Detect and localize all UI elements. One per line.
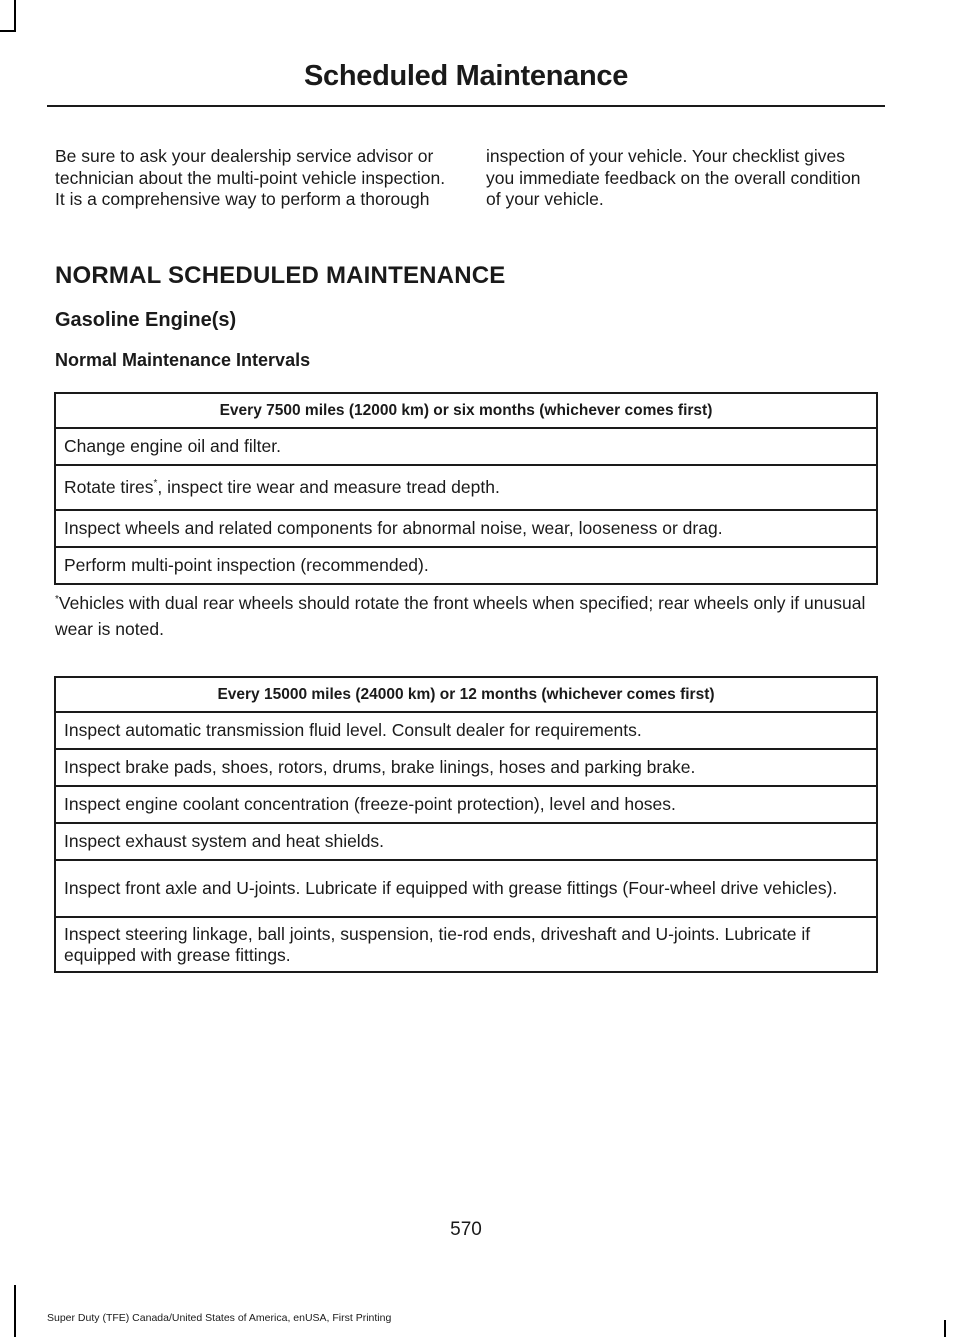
- table-row: [55, 860, 877, 917]
- crop-mark-bottom-right-vertical: [944, 1320, 946, 1337]
- maintenance-table-7500: [54, 392, 878, 585]
- section-heading: NORMAL SCHEDULED MAINTENANCE: [55, 262, 506, 289]
- page-number: 570: [450, 1219, 482, 1240]
- table-row: [55, 510, 877, 547]
- maintenance-table-15000: [54, 676, 878, 973]
- table-row: [55, 428, 877, 465]
- footnote-marker: *: [55, 594, 59, 605]
- footnote-marker: *: [153, 478, 158, 489]
- page-footer: Super Duty (TFE) Canada/United States of America, enUSA, First Printing: [47, 1312, 392, 1324]
- title-divider: [47, 105, 885, 107]
- table-header-row: [55, 393, 877, 428]
- table-cell: Inspect steering linkage, ball joints, suspension, tie-rod ends, driveshaft and U-joints. Lubricate if equipped with grease fittings.: [55, 917, 877, 972]
- table-cell: Inspect automatic transmission fluid level. Consult dealer for requirements.: [55, 712, 877, 749]
- table-row: [55, 712, 877, 749]
- cell-text-suffix: , inspect tire wear and measure tread depth.: [157, 477, 500, 497]
- table-row: [55, 547, 877, 584]
- section-subheading: Gasoline Engine(s): [55, 309, 237, 331]
- footnote-text: Vehicles with dual rear wheels should rotate the front wheels when specified; rear wheels only if unusual wear is noted.: [55, 593, 866, 639]
- table-cell: Perform multi-point inspection (recommended).: [55, 547, 877, 584]
- intro-paragraph: Be sure to ask your dealership service advisor or technician about the multi-point vehicle inspection. It is a comprehensive way to perform a thorough inspection of your vehicle. Your checklist gives you immediate feedback on the overall condition of your vehicle.: [55, 146, 861, 209]
- table-row: [55, 465, 877, 510]
- table-row: [55, 823, 877, 860]
- cell-text: Rotate tires: [64, 477, 154, 497]
- table-header-row: [55, 677, 877, 712]
- table-row: [55, 786, 877, 823]
- table-cell: Change engine oil and filter.: [55, 428, 877, 465]
- table-footnote: [55, 590, 885, 642]
- page-title: Scheduled Maintenance: [303, 60, 629, 92]
- section-subsubheading: Normal Maintenance Intervals: [55, 350, 311, 370]
- crop-mark-top-left-vertical: [14, 0, 16, 32]
- table-cell: [55, 465, 877, 510]
- table-row: [55, 749, 877, 786]
- table-cell: Inspect wheels and related components for abnormal noise, wear, looseness or drag.: [55, 510, 877, 547]
- table-cell: Inspect exhaust system and heat shields.: [55, 823, 877, 860]
- table-header: Every 15000 miles (24000 km) or 12 months (whichever comes first): [55, 677, 877, 712]
- table-row: [55, 917, 877, 972]
- table-cell: Inspect front axle and U-joints. Lubricate if equipped with grease fittings (Four-wheel drive vehicles).: [55, 860, 877, 917]
- crop-mark-bottom-left-vertical: [14, 1285, 16, 1337]
- crop-mark-top-left-horizontal: [0, 30, 16, 32]
- table-header: Every 7500 miles (12000 km) or six months (whichever comes first): [55, 393, 877, 428]
- table-cell: Inspect engine coolant concentration (freeze-point protection), level and hoses.: [55, 786, 877, 823]
- table-cell: Inspect brake pads, shoes, rotors, drums, brake linings, hoses and parking brake.: [55, 749, 877, 786]
